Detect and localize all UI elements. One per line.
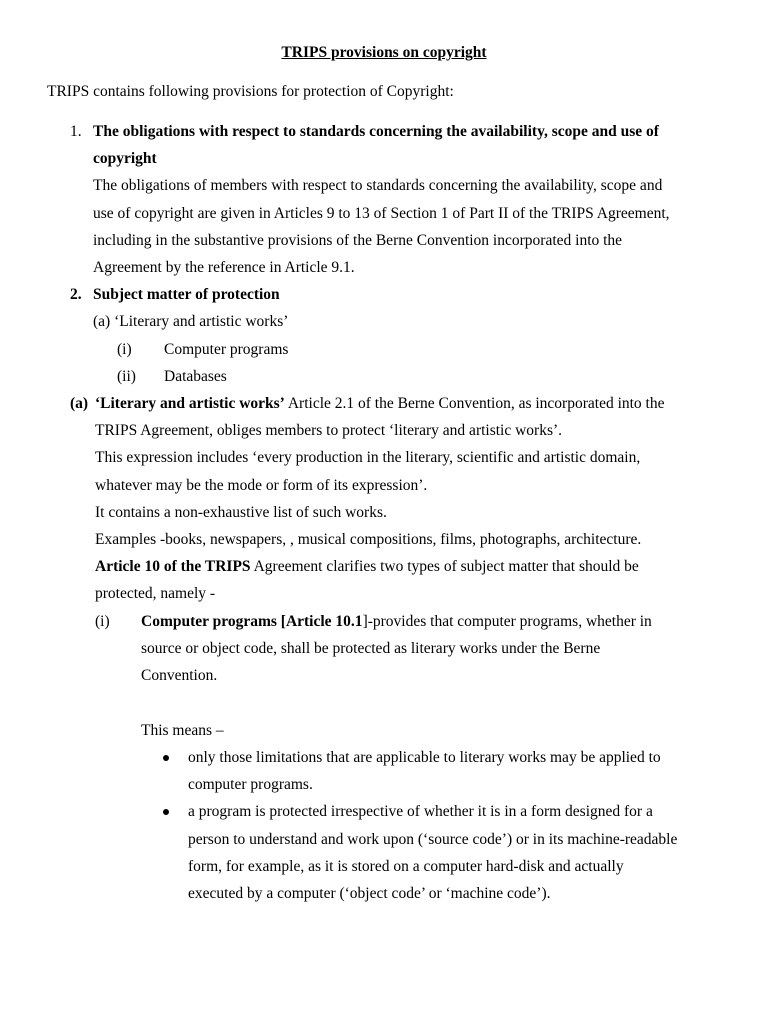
section-a-lead bbox=[95, 394, 665, 414]
item2-subitem-number: (i) bbox=[117, 341, 132, 358]
section-a-lead-bold: ‘Literary and artistic works’ bbox=[95, 395, 285, 412]
item2-sub-a: (a) ‘Literary and artistic works’ bbox=[93, 313, 289, 330]
item1-body-line: including in the substantive provisions of the Berne Convention incorporated into the bbox=[93, 232, 623, 249]
bullet-line: person to understand and work upon (‘source code’) or in its machine-readable bbox=[188, 831, 678, 848]
bullet-line: only those limitations that are applicable to literary works may be applied to bbox=[188, 749, 661, 766]
bullet-line: executed by a computer (‘object code’ or ‘machine code’). bbox=[188, 885, 551, 902]
item2-subitem-label: Computer programs bbox=[164, 341, 289, 358]
item2-heading: Subject matter of protection bbox=[93, 286, 280, 303]
sub-i-bold: Computer programs [Article 10.1 bbox=[141, 613, 363, 630]
page-title: TRIPS provisions on copyright bbox=[281, 44, 487, 61]
item1-heading-cont: copyright bbox=[93, 150, 157, 167]
sub-i-number: (i) bbox=[95, 613, 110, 630]
section-a-line: TRIPS Agreement, obliges members to protect ‘literary and artistic works’. bbox=[95, 422, 563, 439]
sub-i-line-cont: source or object code, shall be protected as literary works under the Berne bbox=[141, 640, 601, 657]
sub-i-line-cont: Convention. bbox=[141, 667, 218, 684]
article10-bold: Article 10 of the TRIPS bbox=[95, 558, 251, 575]
intro-paragraph: TRIPS contains following provisions for protection of Copyright: bbox=[47, 83, 454, 100]
article10-rest: Agreement clarifies two types of subject matter that should be bbox=[250, 558, 639, 575]
section-a-line: Examples -books, newspapers, , musical compositions, films, photographs, architecture. bbox=[95, 531, 642, 548]
bullet-icon bbox=[163, 809, 169, 815]
sub-i-rest: ]-provides that computer programs, whether in bbox=[362, 613, 652, 630]
section-a-line: This expression includes ‘every production in the literary, scientific and artistic domain, bbox=[95, 449, 641, 466]
article10-line-cont: protected, namely - bbox=[95, 585, 216, 602]
item1-body-line: use of copyright are given in Articles 9 to 13 of Section 1 of Part II of the TRIPS Agreement, bbox=[93, 205, 670, 222]
article10-line bbox=[95, 557, 639, 577]
bullet-line: computer programs. bbox=[188, 776, 313, 793]
item1-heading: The obligations with respect to standards concerning the availability, scope and use of bbox=[93, 123, 659, 140]
item1-number: 1. bbox=[70, 123, 82, 140]
item2-subitem-number: (ii) bbox=[117, 368, 136, 385]
this-means-label: This means – bbox=[141, 722, 224, 739]
section-a-lead-rest: Article 2.1 of the Berne Convention, as incorporated into the bbox=[284, 395, 665, 412]
item2-subitem-label: Databases bbox=[164, 368, 227, 385]
section-a-line: whatever may be the mode or form of its expression’. bbox=[95, 477, 428, 494]
bullet-line: a program is protected irrespective of whether it is in a form designed for a bbox=[188, 803, 653, 820]
item1-body-line: The obligations of members with respect to standards concerning the availability, scope and bbox=[93, 177, 663, 194]
section-a-line: It contains a non-exhaustive list of such works. bbox=[95, 504, 387, 521]
item2-number: 2. bbox=[70, 286, 82, 303]
sub-i-line bbox=[141, 612, 652, 632]
item1-body-line: Agreement by the reference in Article 9.1. bbox=[93, 259, 355, 276]
bullet-icon bbox=[163, 755, 169, 761]
section-a-marker: (a) bbox=[70, 395, 89, 412]
bullet-line: form, for example, as it is stored on a computer hard-disk and actually bbox=[188, 858, 624, 875]
